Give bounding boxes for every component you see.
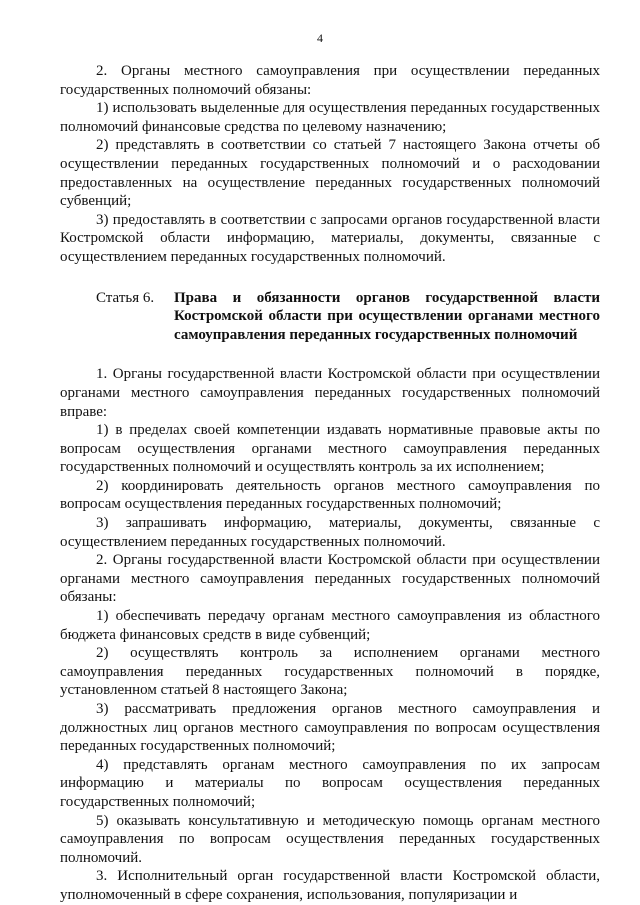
paragraph: 2) осуществлять контроль за исполнением органами местного самоуправления переданных государственных полномочий в порядке, установленном статьей 8 настоящего Закона; — [60, 645, 600, 699]
paragraph: 2) координировать деятельность органов местного самоуправления по вопросам осуществления переданных государственных полномочий; — [60, 477, 600, 513]
paragraph: 3) предоставлять в соответствии с запросами органов государственной власти Костромской области информацию, материалы, документы, связанные с осуществлением переданных государственных полномочий. — [60, 211, 600, 265]
paragraph: 3) рассматривать предложения органов местного самоуправления и должностных лиц органов местного самоуправления по вопросам осуществления переданных государственных полномочий; — [60, 701, 600, 755]
article-heading — [60, 289, 600, 345]
document-body — [60, 62, 600, 905]
paragraph: 1. Органы государственной власти Костромской области при осуществлении органами местного самоуправления переданных государственных полномочий вправе: — [60, 366, 600, 420]
paragraph: 5) оказывать консультативную и методическую помощь органам местного самоуправления по вопросам осуществления переданных государственных полномочий. — [60, 812, 600, 866]
paragraph: 2. Органы местного самоуправления при осуществлении переданных государственных полномочий обязаны: — [60, 63, 600, 98]
paragraph: 2) представлять в соответствии со статьей 7 настоящего Закона отчеты об осуществлении переданных государственных полномочий и о расходовании предоставленных на осуществление переданных государственных полномочий субвенций; — [60, 137, 600, 210]
page-number: 4 — [317, 31, 323, 45]
article-number: Статья 6. — [96, 289, 155, 306]
paragraph: 1) обеспечивать передачу органам местного самоуправления из областного бюджета финансовых средств в виде субвенций; — [60, 608, 600, 643]
paragraph: 1) в пределах своей компетенции издавать нормативные правовые акты по вопросам осуществления органами местного самоуправления переданных государственных полномочий и осуществлять контроль за их исполнением; — [60, 422, 600, 476]
paragraph: 2. Органы государственной власти Костромской области при осуществлении органами местного самоуправления переданных государственных полномочий обязаны: — [60, 552, 600, 606]
paragraph: 4) представлять органам местного самоуправления по их запросам информацию и материалы по вопросам осуществления переданных государственных полномочий; — [60, 756, 600, 810]
paragraph: 1) использовать выделенные для осуществления переданных государственных полномочий финансовые средства по целевому назначению; — [60, 100, 600, 135]
paragraph: 3. Исполнительный орган государственной власти Костромской области, уполномоченный в сфере сохранения, использования, популяризации и — [60, 868, 600, 903]
article-title: Права и обязанности органов государственной власти Костромской области при осуществлении органами местного самоуправления переданных государственных полномочий — [174, 289, 600, 343]
paragraph: 3) запрашивать информацию, материалы, документы, связанные с осуществлением переданных государственных полномочий. — [60, 515, 600, 550]
